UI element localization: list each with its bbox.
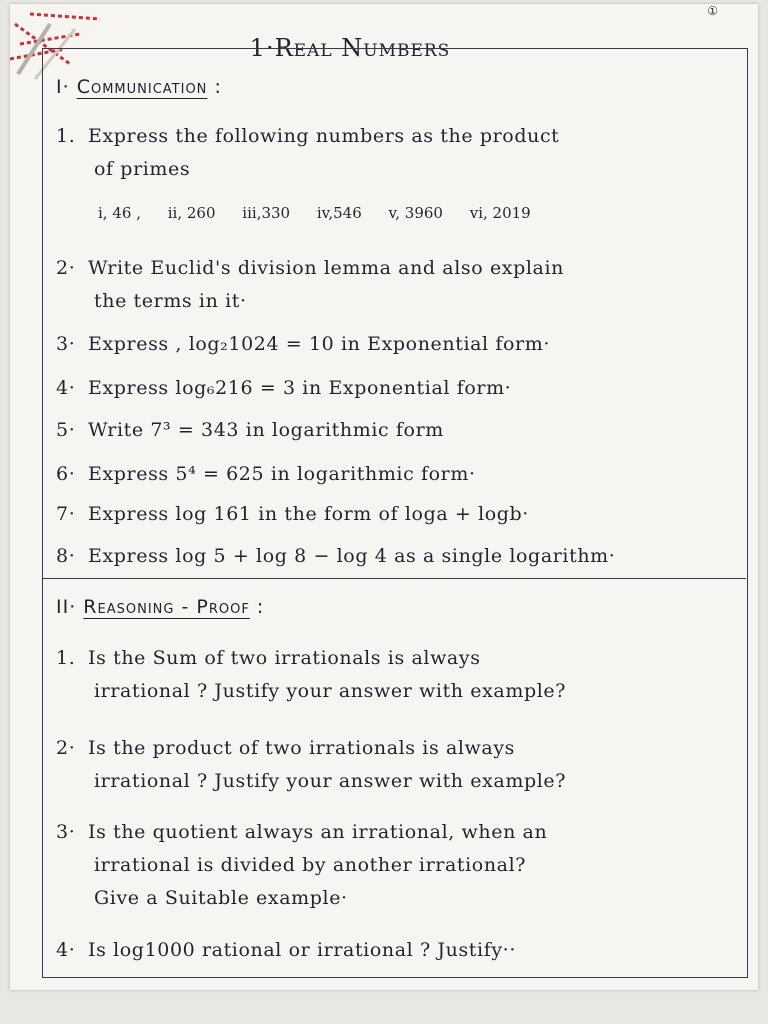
s1-q1-line1: Express the following numbers as the product	[88, 125, 560, 147]
s1-question-5	[56, 414, 736, 447]
s2-q4-number: 4·	[56, 939, 76, 961]
option-ii: ii, 260	[167, 204, 216, 222]
page-number: ①	[707, 4, 718, 18]
option-iii: iii,330	[242, 204, 291, 222]
s1-q3-number: 3·	[56, 333, 76, 355]
s2-q2-line1: Is the product of two irrationals is always	[88, 737, 516, 759]
s1-q2-line2: the terms in it·	[94, 290, 247, 312]
s1-q8-number: 8·	[56, 545, 76, 567]
section-2-heading	[56, 596, 264, 618]
s2-q3-line1: Is the quotient always an irrational, when an	[88, 821, 548, 843]
s1-question-1	[56, 120, 736, 186]
s1-q8-text: Express log 5 + log 8 − log 4 as a single logarithm·	[88, 545, 616, 567]
s2-question-1	[56, 642, 736, 708]
s2-question-3	[56, 816, 736, 915]
s1-q3-text: Express , log₂1024 = 10 in Exponential form·	[88, 333, 550, 355]
s2-q3-number: 3·	[56, 821, 76, 843]
s1-question-8	[56, 540, 736, 573]
s1-q6-text: Express 5⁴ = 625 in logarithmic form·	[88, 463, 476, 485]
option-vi: vi, 2019	[469, 204, 531, 222]
s2-q4-text: Is log1000 rational or irrational ? Justify··	[88, 939, 516, 961]
s1-q6-number: 6·	[56, 463, 76, 485]
s1-q2-number: 2·	[56, 257, 76, 279]
s2-q2-number: 2·	[56, 737, 76, 759]
s1-q1-number: 1.	[56, 125, 76, 147]
option-iv: iv,546	[316, 204, 362, 222]
s2-q1-number: 1.	[56, 647, 76, 669]
s1-q5-text: Write 7³ = 343 in logarithmic form	[88, 419, 444, 441]
page-title: 1·Real Numbers	[249, 34, 451, 62]
s1-question-2	[56, 252, 736, 318]
s1-q1-line2: of primes	[94, 158, 191, 180]
s1-q1-options	[98, 204, 738, 222]
section-divider	[43, 578, 746, 579]
s1-question-6	[56, 458, 736, 491]
s2-question-2	[56, 732, 736, 798]
section-2-number: II·	[56, 596, 77, 618]
notebook-page	[10, 4, 758, 990]
option-i: i, 46 ,	[98, 204, 141, 222]
s2-q1-line2: irrational ? Justify your answer with example?	[94, 680, 567, 702]
section-2-title: Reasoning - Proof	[83, 596, 250, 618]
section-2-colon: :	[256, 596, 265, 618]
s1-q7-number: 7·	[56, 503, 76, 525]
s1-question-3	[56, 328, 736, 361]
s1-q5-number: 5·	[56, 419, 76, 441]
section-1-heading	[56, 76, 222, 98]
s1-q4-number: 4·	[56, 377, 76, 399]
s2-q3-line3: Give a Suitable example·	[94, 887, 348, 909]
s1-q7-text: Express log 161 in the form of loga + logb·	[88, 503, 529, 525]
s1-q2-line1: Write Euclid's division lemma and also explain	[88, 257, 564, 279]
section-1-title: Communication	[76, 76, 208, 98]
s1-question-7	[56, 498, 736, 531]
option-v: v, 3960	[388, 204, 443, 222]
section-1-number: I·	[56, 76, 70, 98]
s2-q1-line1: Is the Sum of two irrationals is always	[88, 647, 481, 669]
s2-q2-line2: irrational ? Justify your answer with example?	[94, 770, 567, 792]
s2-q3-line2: irrational is divided by another irrational?	[94, 854, 527, 876]
section-1-colon: :	[214, 76, 222, 98]
s1-question-4	[56, 372, 736, 405]
s2-question-4	[56, 934, 736, 967]
s1-q4-text: Express log₆216 = 3 in Exponential form·	[88, 377, 512, 399]
